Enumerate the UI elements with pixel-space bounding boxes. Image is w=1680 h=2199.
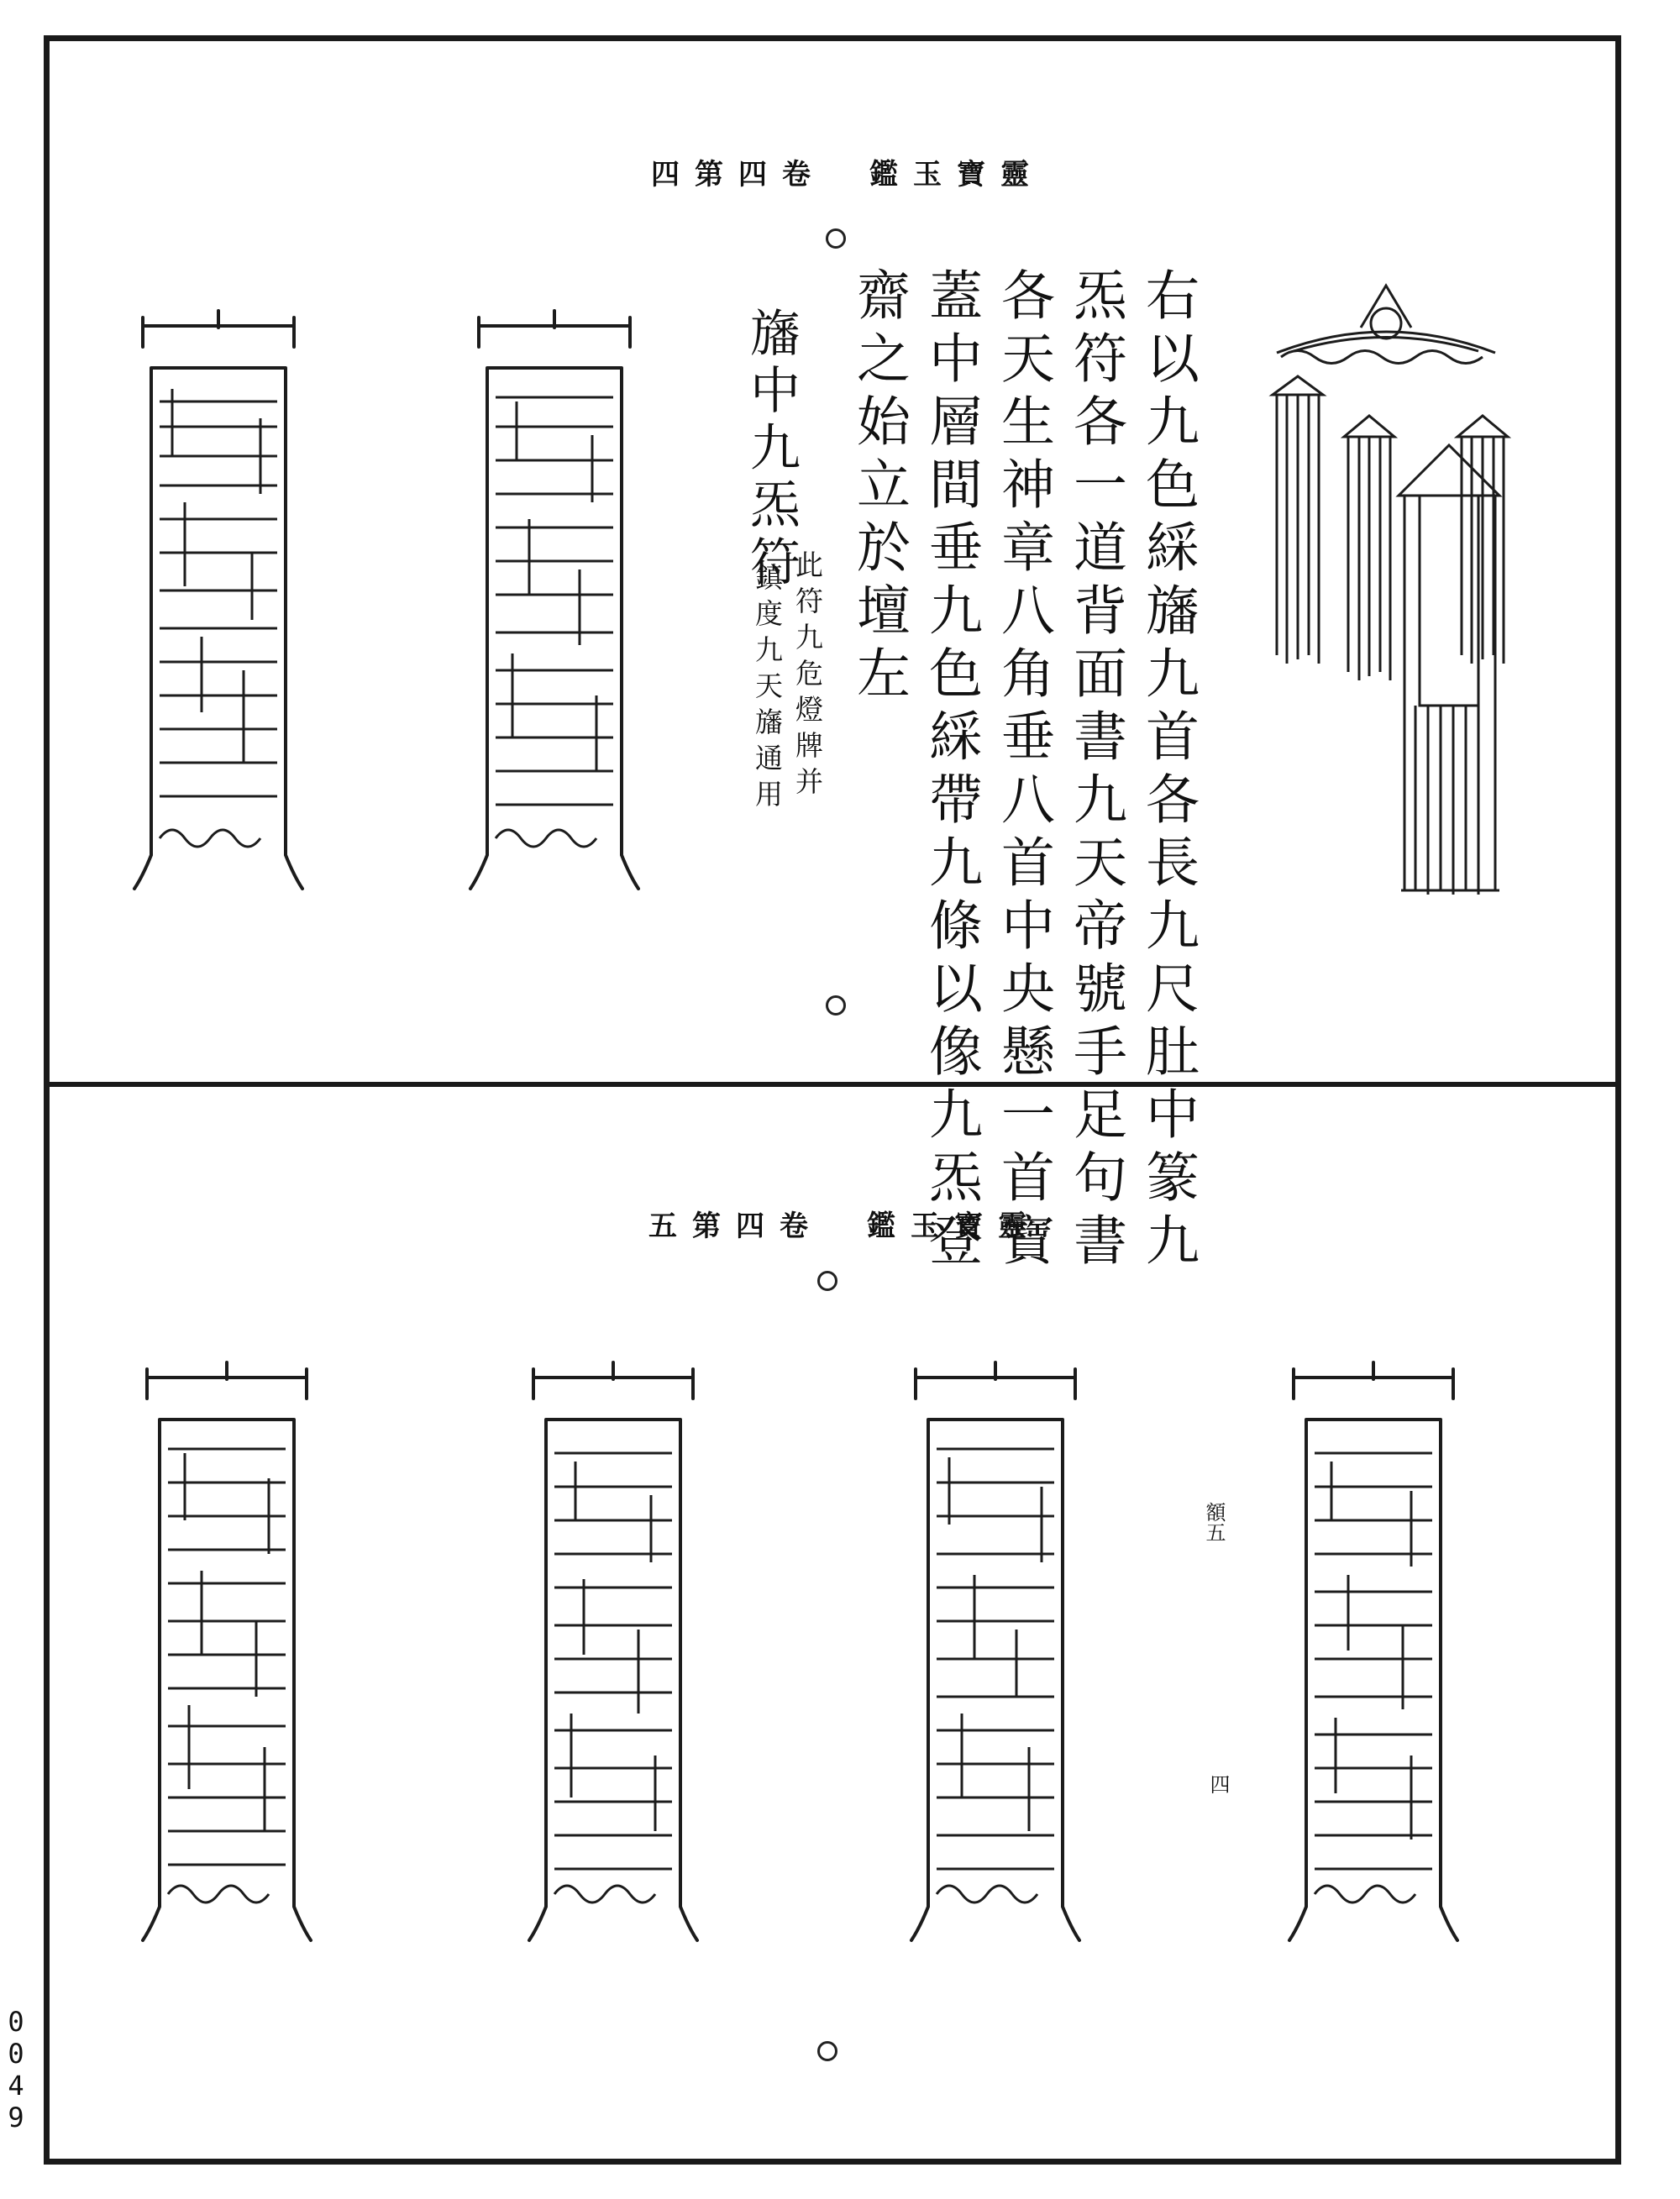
caption-note-1: 此符九危燈牌并 <box>791 550 824 803</box>
caption-note-2: 鎮度九天旛通用 <box>751 563 784 816</box>
talisman-banner <box>1285 1352 1462 1957</box>
talisman-banner <box>470 301 638 905</box>
marginal-note: 額五 <box>1202 1502 1226 1542</box>
page-divider <box>44 1082 1621 1087</box>
text-column-5: 齋之始立於壇左 <box>848 267 910 708</box>
binding-hole <box>826 995 846 1016</box>
page-number: 0 0 4 9 <box>8 2006 24 2133</box>
text-column-2: 炁符各一道背面書九天帝號手足句書 <box>1064 267 1126 1275</box>
top-page-header: 四第四卷 鑑玉寶靈 <box>651 158 1044 192</box>
talisman-banner <box>139 1352 315 1957</box>
binding-hole <box>817 1271 837 1291</box>
binding-hole <box>826 228 846 249</box>
banner-illustration <box>1260 277 1512 916</box>
caption-title: 旛中九炁符 <box>742 307 801 592</box>
binding-hole <box>817 2041 837 2061</box>
text-column-4: 蓋中層間垂九色綵帶九條以像九炁登 <box>920 267 982 1275</box>
bottom-page-header: 五第四卷 鑑玉寶靈 <box>648 1210 1042 1243</box>
talisman-banner <box>525 1352 701 1957</box>
text-column-3: 各天生神章八角垂八首中央懸一首寶 <box>992 267 1054 1275</box>
talisman-banner <box>907 1352 1084 1957</box>
text-column-1: 右以九色綵旛九首各長九尺肚中篆九 <box>1137 267 1199 1275</box>
talisman-banner <box>134 301 302 905</box>
marginal-note: 四 <box>1206 1774 1230 1794</box>
